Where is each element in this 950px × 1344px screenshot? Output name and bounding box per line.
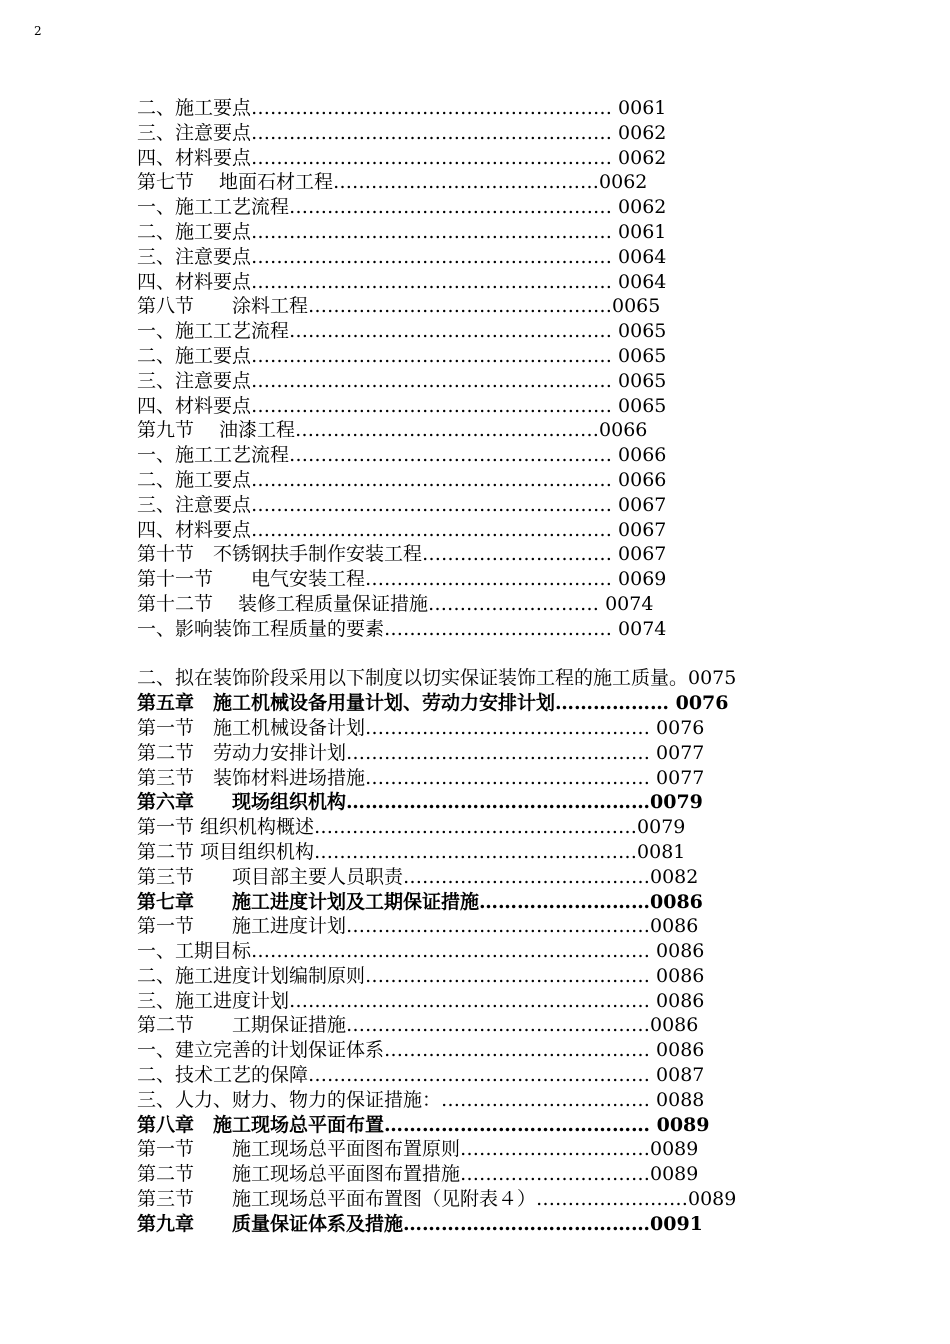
toc-entry[interactable]: 第十节 不锈钢扶手制作安装工程………………………… 0067 <box>137 543 667 566</box>
toc-entry[interactable]: 二、施工要点………………………………………………… 0061 <box>137 220 667 243</box>
toc-entry[interactable]: 四、材料要点………………………………………………… 0067 <box>137 518 667 541</box>
toc-entry[interactable]: 第一节 施工机械设备计划……………………………………… 0076 <box>137 716 705 739</box>
table-of-contents <box>137 96 837 1237</box>
toc-chapter-entry[interactable]: 第五章 施工机械设备用量计划、劳动力安排计划……………… 0076 <box>137 692 729 715</box>
toc-entry[interactable]: 三、注意要点………………………………………………… 0064 <box>137 245 667 268</box>
toc-entry[interactable]: 第十二节 装修工程质量保证措施……………………… 0074 <box>137 592 654 615</box>
toc-chapter-entry[interactable]: 第六章 现场组织机构…………………………………………0079 <box>137 791 703 814</box>
toc-entry[interactable]: 三、人力、财力、物力的保证措施：…………………………… 0088 <box>137 1088 705 1111</box>
toc-entry[interactable]: 第二节 施工现场总平面图布置措施…………………………0089 <box>137 1163 699 1186</box>
toc-entry[interactable]: 一、影响装饰工程质量的要素……………………………… 0074 <box>137 617 667 640</box>
toc-entry[interactable]: 二、施工要点………………………………………………… 0065 <box>137 344 667 367</box>
toc-entry[interactable]: 一、施工工艺流程…………………………………………… 0066 <box>137 444 667 467</box>
blank-line <box>137 642 837 667</box>
toc-entry[interactable]: 第三节 施工现场总平面布置图（见附表４）……………………0089 <box>137 1188 737 1211</box>
toc-entry[interactable]: 第七节 地面石材工程……………………………………0062 <box>137 171 648 194</box>
toc-entry[interactable]: 二、施工要点………………………………………………… 0061 <box>137 97 667 119</box>
toc-entry[interactable]: 第一节 组织机构概述……………………………………………0079 <box>137 816 686 839</box>
toc-entry[interactable]: 四、材料要点………………………………………………… 0065 <box>137 394 667 417</box>
toc-entry[interactable]: 三、注意要点………………………………………………… 0062 <box>137 121 667 144</box>
toc-entry[interactable]: 第二节 工期保证措施…………………………………………0086 <box>137 1014 699 1037</box>
toc-entry[interactable]: 第三节 装饰材料进场措施……………………………………… 0077 <box>137 766 705 789</box>
toc-chapter-entry[interactable]: 第九章 质量保证体系及措施…………………………………0091 <box>137 1212 703 1235</box>
toc-entry[interactable]: 三、施工进度计划………………………………………………… 0086 <box>137 989 705 1012</box>
toc-entry[interactable]: 第三节 项目部主要人员职责…………………………………0082 <box>137 865 699 888</box>
toc-entry[interactable]: 第二节 项目组织机构……………………………………………0081 <box>137 840 686 863</box>
toc-entry[interactable]: 三、注意要点………………………………………………… 0067 <box>137 493 667 516</box>
toc-entry[interactable]: 二、施工要点………………………………………………… 0066 <box>137 468 667 491</box>
toc-entry[interactable]: 二、技术工艺的保障……………………………………………… 0087 <box>137 1064 705 1087</box>
toc-entry[interactable]: 二、施工进度计划编制原则……………………………………… 0086 <box>137 964 705 987</box>
toc-entry[interactable]: 一、建立完善的计划保证体系…………………………………… 0086 <box>137 1039 705 1062</box>
toc-entry[interactable]: 一、工期目标……………………………………………………… 0086 <box>137 940 705 963</box>
toc-entry[interactable]: 第一节 施工进度计划…………………………………………0086 <box>137 915 699 938</box>
toc-entry[interactable]: 四、材料要点………………………………………………… 0062 <box>137 146 667 169</box>
toc-entry[interactable]: 第一节 施工现场总平面图布置原则…………………………0089 <box>137 1138 699 1161</box>
toc-entry[interactable]: 第二节 劳动力安排计划………………………………………… 0077 <box>137 741 705 764</box>
toc-entry[interactable]: 四、材料要点………………………………………………… 0064 <box>137 270 667 293</box>
toc-entry[interactable]: 第九节 油漆工程…………………………………………0066 <box>137 419 648 442</box>
toc-entry[interactable]: 一、施工工艺流程…………………………………………… 0065 <box>137 320 667 343</box>
toc-entry[interactable]: 第十一节 电气安装工程………………………………… 0069 <box>137 568 667 591</box>
toc-chapter-entry[interactable]: 第八章 施工现场总平面布置…………………………………… 0089 <box>137 1113 710 1136</box>
toc-entry[interactable]: 第八节 涂料工程…………………………………………0065 <box>137 295 661 318</box>
page-number: 2 <box>34 24 42 38</box>
toc-entry[interactable]: 二、拟在装饰阶段采用以下制度以切实保证装饰工程的施工质量。0075 <box>137 667 737 690</box>
toc-entry[interactable]: 一、施工工艺流程…………………………………………… 0062 <box>137 196 667 219</box>
toc-chapter-entry[interactable]: 第七章 施工进度计划及工期保证措施………………………0086 <box>137 890 703 913</box>
toc-entry[interactable]: 三、注意要点………………………………………………… 0065 <box>137 369 667 392</box>
